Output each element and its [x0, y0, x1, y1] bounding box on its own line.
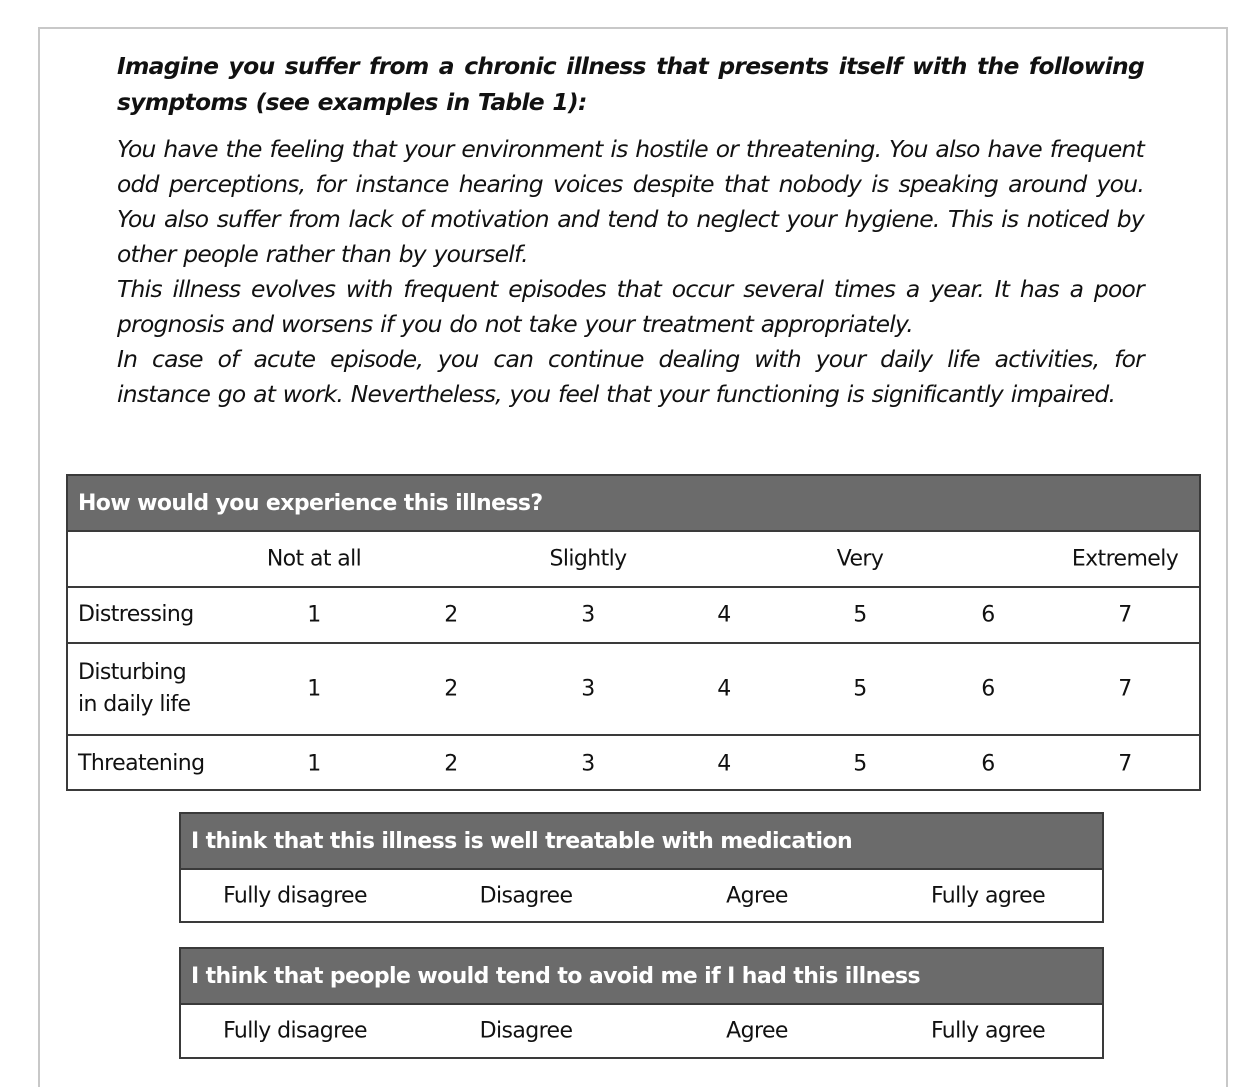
option-agree[interactable]: Agree [726, 1018, 788, 1044]
rating-option[interactable]: 4 [717, 676, 731, 702]
vignette-paragraph-course: This illness evolves with frequent episodes that occur several times a year. It has a poor prognosis and worsens if you do not take your treatment appropriately. [117, 275, 1144, 338]
row-label: Threatening [78, 750, 205, 776]
rating-option[interactable]: 1 [307, 751, 321, 776]
rating-row-threatening [68, 736, 1199, 791]
scale-label-very: Very [836, 546, 884, 572]
vignette-description [117, 132, 1144, 412]
rating-option[interactable]: 7 [1118, 602, 1132, 628]
rating-option[interactable]: 6 [981, 602, 995, 628]
rating-option[interactable]: 7 [1118, 676, 1132, 702]
rating-option[interactable]: 5 [853, 751, 867, 776]
scale-label-extremely: Extremely [1071, 546, 1179, 572]
rating-option[interactable]: 1 [307, 602, 321, 628]
row-label [78, 657, 190, 721]
rating-option[interactable]: 6 [981, 751, 995, 776]
rating-option[interactable]: 4 [717, 751, 731, 776]
rating-option[interactable]: 2 [444, 751, 458, 776]
treatability-agreement-table [179, 812, 1104, 923]
option-fully-agree[interactable]: Fully agree [930, 883, 1046, 909]
rating-option[interactable]: 7 [1118, 751, 1132, 776]
avoidance-table-header [181, 949, 1102, 1005]
row-label-line-1: Disturbing [78, 660, 187, 685]
rating-row-distressing [68, 588, 1199, 644]
experience-table-title: How would you experience this illness? [78, 490, 543, 516]
scale-label-slightly: Slightly [549, 546, 627, 572]
rating-option[interactable]: 4 [717, 602, 731, 628]
rating-option[interactable]: 2 [444, 676, 458, 702]
avoidance-statement: I think that people would tend to avoid me if I had this illness [191, 963, 920, 989]
option-disagree[interactable]: Disagree [479, 1018, 573, 1044]
rating-option[interactable]: 3 [581, 676, 595, 702]
option-disagree[interactable]: Disagree [479, 883, 573, 909]
treatability-statement: I think that this illness is well treatable with medication [191, 828, 853, 854]
row-label-line-2: in daily life [78, 692, 191, 717]
rating-option[interactable]: 6 [981, 676, 995, 702]
option-agree[interactable]: Agree [726, 883, 788, 909]
rating-option[interactable]: 1 [307, 676, 321, 702]
option-fully-disagree[interactable]: Fully disagree [223, 1018, 367, 1044]
option-fully-agree[interactable]: Fully agree [930, 1018, 1046, 1044]
experience-rating-table [66, 474, 1201, 791]
rating-row-disturbing-in-daily-life [68, 644, 1199, 736]
agreement-options-row [181, 1005, 1102, 1057]
treatability-table-header [181, 814, 1102, 870]
rating-option[interactable]: 3 [581, 751, 595, 776]
row-label: Distressing [78, 602, 194, 627]
scale-label-not-at-all: Not at all [266, 546, 362, 572]
vignette-instruction: Imagine you suffer from a chronic illness that presents itself with the following symptoms (see examples in Table 1): [117, 52, 1144, 116]
rating-option[interactable]: 2 [444, 602, 458, 628]
rating-option[interactable]: 5 [853, 676, 867, 702]
option-fully-disagree[interactable]: Fully disagree [223, 883, 367, 909]
vignette-paragraph-functioning: In case of acute episode, you can continue dealing with your daily life activities, for instance go at work. Nevertheless, you feel that your functioning is significantly impaired. [117, 345, 1144, 408]
experience-table-header [68, 476, 1199, 532]
rating-option[interactable]: 3 [581, 602, 595, 628]
rating-option[interactable]: 5 [853, 602, 867, 628]
scale-label-row [68, 532, 1199, 588]
avoidance-agreement-table [179, 947, 1104, 1059]
agreement-options-row [181, 870, 1102, 922]
vignette-paragraph-symptoms: You have the feeling that your environment is hostile or threatening. You also have frequent odd perceptions, for instance hearing voices despite that nobody is speaking around you. You also suffer from lack of motivation and tend to neglect your hygiene. This is noticed by other people rather than by yourself. [117, 135, 1144, 268]
